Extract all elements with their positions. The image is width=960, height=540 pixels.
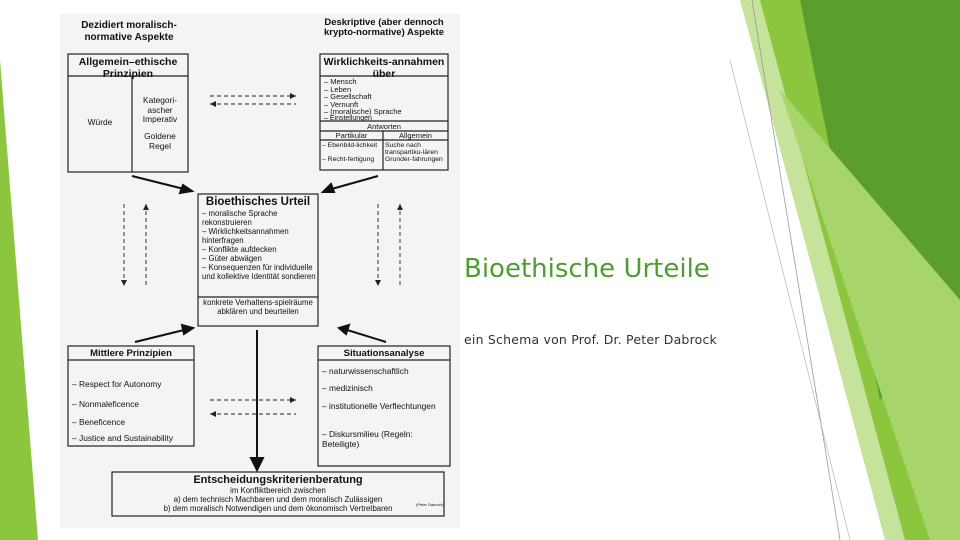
assumptions-col2-head: Allgemein [399,131,432,140]
assumptions-col1-item-2: – Recht-fertigung [322,156,375,163]
heading-left: Dezidiert moralisch-normative Aspekte [81,20,177,43]
assumption-item-5: – (moralische) Sprache [324,107,402,116]
judgement-item-4: – Güter abwägen [202,254,262,263]
situation-item-3: – institutionelle Verflechtungen [322,401,436,411]
arrow-middle-to-judgement [135,329,188,342]
assumptions-col1-head: Partikular [335,131,368,140]
assumptions-title: Wirklichkeits-annahmen über [323,56,445,80]
decision-line-3: b) dem moralisch Notwendigen und dem ökonomisch Vertretbaren [163,504,393,513]
judgement-item-2: – Wirklichkeitsannahmen hinterfragen [202,227,289,245]
decision-line-2: a) dem technisch Machbaren und dem moralisch Zulässigen [173,495,383,504]
diagram-credit: (Peter Dabrock) [416,502,445,507]
assumption-item-1: – Mensch [324,77,357,86]
middle-principles-title: Mittlere Prinzipien [90,348,172,359]
assumption-item-3: – Gesellschaft [324,92,372,101]
judgement-item-3: – Konflikte aufdecken [202,245,277,254]
heading-right: Deskriptive (aber dennoch krypto-normative) Aspekte [323,17,444,38]
decision-line-1: im Konfliktbereich zwischen [230,486,326,495]
assumption-item-6: – Einstellungen [324,115,372,122]
assumption-item-2: – Leben [324,84,352,94]
situation-item-1: – naturwissenschaftlich [322,366,409,376]
situation-item-4: – Diskursmilieu (Regeln: Beteiligte) [322,429,413,449]
slide-title: Bioethische Urteile [464,254,710,284]
decision-title: Entscheidungskriterienberatung [193,474,363,486]
judgement-bottom: konkrete Verhaltens-spielräume abklären und beurteilen [203,298,313,316]
middle-item-4: – Justice and Sustainability [72,433,174,443]
judgement-title: Bioethisches Urteil [205,196,311,208]
principles-right-1: Kategori-ascher Imperativ [142,95,178,124]
assumptions-col1-item-1: – Ebenbild-lichkeit [322,142,378,149]
principles-right-2: Goldene Regel [144,131,176,151]
arrow-right-to-judgement [328,176,378,190]
left-green-band [0,60,38,540]
principles-left: Würde [87,117,113,127]
assumptions-answers: Antworten [367,121,401,131]
judgement-item-1: – moralische Sprache rekonstruieren [202,209,278,227]
slide-subtitle: ein Schema von Prof. Dr. Peter Dabrock [464,332,717,347]
arrow-left-to-judgement [132,176,188,190]
middle-item-1: – Respect for Autonomy [72,379,162,389]
judgement-item-5: – Konsequenzen für individuelle und kollektive Identität sondieren [202,263,316,281]
situation-item-2: – medizinisch [322,383,373,393]
principles-title: Allgemein–ethische Prinzipien [78,56,178,80]
assumption-item-4: – Vernunft [324,99,359,109]
middle-principles-box [68,346,194,446]
diagram-image [60,14,460,528]
middle-item-3: – Beneficence [72,417,126,427]
middle-item-2: – Nonmaleficence [72,399,140,409]
assumptions-col2-item-1: Suche nach transpartiku-lären Grunder-fahrungen [385,142,443,164]
situation-title: Situationsanalyse [343,348,425,359]
arrow-situation-to-judgement [344,329,386,342]
